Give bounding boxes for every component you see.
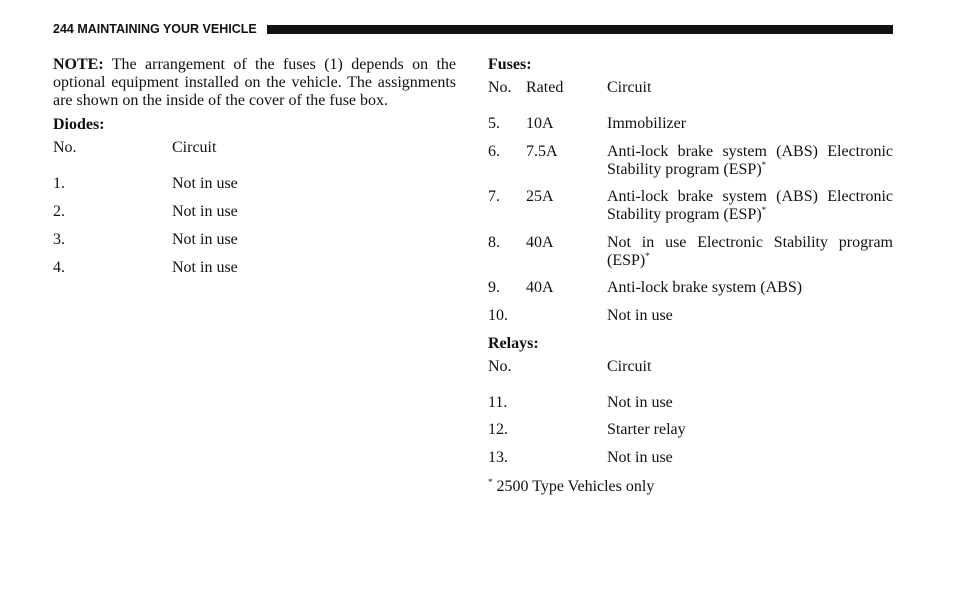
left-column	[53, 56, 456, 277]
fuses-col-rated: Rated	[526, 79, 564, 96]
row-no: 4.	[53, 259, 65, 276]
note-label: NOTE:	[53, 56, 104, 73]
table-row	[488, 449, 893, 467]
row-no: 3.	[53, 231, 65, 248]
row-circuit: Not in use	[172, 259, 238, 276]
row-rated: 40A	[526, 234, 554, 251]
row-no: 7.	[488, 188, 500, 205]
row-no: 11.	[488, 394, 508, 411]
table-row	[53, 259, 456, 277]
row-circuit: Not in use Electronic Stability program (ESP)	[607, 234, 893, 269]
diodes-col-circuit: Circuit	[172, 139, 217, 156]
row-no: 1.	[53, 175, 65, 192]
table-row	[488, 115, 893, 133]
row-circuit-wrap	[607, 188, 893, 224]
row-circuit: Not in use	[172, 203, 238, 220]
footnote-marker: *	[761, 205, 767, 215]
row-rated: 7.5A	[526, 143, 558, 160]
table-row	[53, 231, 456, 249]
row-circuit-wrap	[607, 143, 893, 179]
relays-col-circuit: Circuit	[607, 358, 652, 375]
row-circuit-wrap	[607, 234, 893, 270]
row-rated: 25A	[526, 188, 554, 205]
relays-heading: Relays:	[488, 335, 539, 352]
row-no: 8.	[488, 234, 500, 251]
row-no: 6.	[488, 143, 500, 160]
table-row	[488, 421, 893, 439]
footnote-marker: *	[488, 477, 493, 487]
row-circuit: Immobilizer	[607, 115, 687, 132]
fuses-col-no: No.	[488, 79, 512, 96]
row-circuit: Anti-lock brake system (ABS) Electronic Stability program (ESP)	[607, 188, 893, 223]
footnote-marker: *	[761, 160, 767, 170]
table-row	[488, 394, 893, 412]
relays-header-row	[488, 358, 893, 376]
row-no: 9.	[488, 279, 500, 296]
row-circuit: Starter relay	[607, 421, 686, 438]
row-no: 5.	[488, 115, 500, 132]
row-circuit: Not in use	[607, 307, 673, 324]
diodes-header-row	[53, 139, 456, 157]
row-circuit: Anti-lock brake system (ABS) Electronic Stability program (ESP)	[607, 143, 893, 178]
row-no: 12.	[488, 421, 508, 438]
table-row	[488, 307, 893, 325]
table-row	[488, 188, 893, 224]
table-row	[53, 203, 456, 221]
table-row	[488, 143, 893, 179]
row-rated: 10A	[526, 115, 554, 132]
table-row	[488, 234, 893, 270]
row-no: 10.	[488, 307, 508, 324]
row-no: 13.	[488, 449, 508, 466]
footnote-marker: *	[645, 251, 650, 261]
relays-col-no: No.	[488, 358, 512, 375]
fuses-col-circuit: Circuit	[607, 79, 652, 96]
table-row	[53, 175, 456, 193]
row-circuit: Anti-lock brake system (ABS)	[607, 279, 803, 296]
diodes-col-no: No.	[53, 139, 77, 156]
footnote-text: 2500 Type Vehicles only	[492, 478, 655, 495]
note-paragraph	[53, 56, 456, 110]
row-rated: 40A	[526, 279, 554, 296]
header-rule	[267, 25, 893, 34]
row-circuit: Not in use	[607, 394, 673, 411]
table-row	[488, 279, 893, 297]
right-column	[488, 56, 893, 512]
row-no: 2.	[53, 203, 65, 220]
footnote	[488, 478, 893, 496]
diodes-heading: Diodes:	[53, 116, 105, 133]
row-circuit: Not in use	[607, 449, 673, 466]
row-rated	[526, 307, 607, 325]
note-text: The arrangement of the fuses (1) depends on the optional equipment installed on the vehicle. The assignments are shown on the inside of the cover of the fuse box.	[53, 56, 456, 109]
page-title: 244 MAINTAINING YOUR VEHICLE	[53, 22, 257, 36]
row-circuit: Not in use	[172, 175, 238, 192]
row-circuit: Not in use	[172, 231, 238, 248]
fuses-heading: Fuses:	[488, 56, 532, 73]
fuses-header-row	[488, 79, 893, 97]
page-header	[53, 20, 893, 38]
